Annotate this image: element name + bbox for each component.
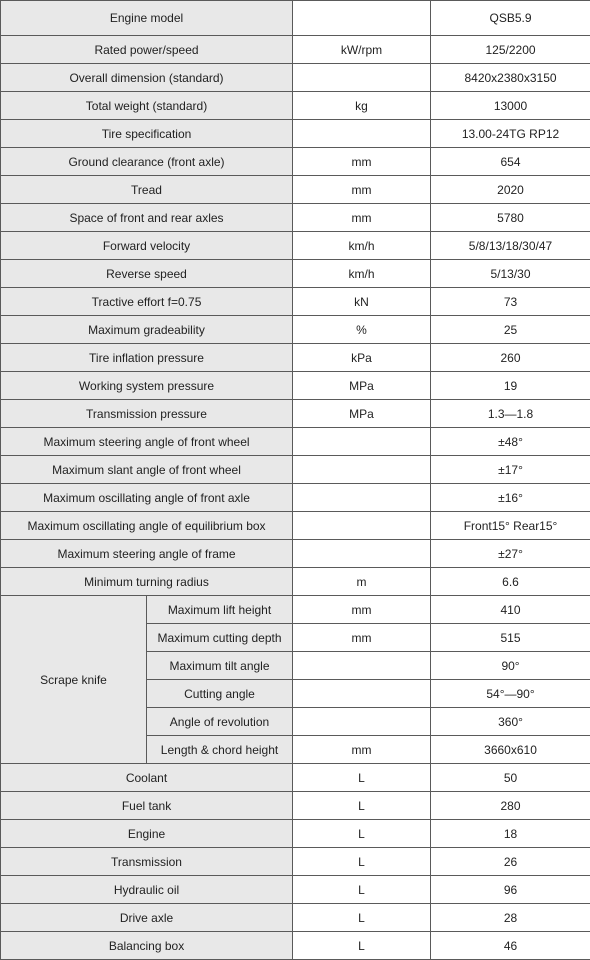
param-value: 515: [431, 624, 590, 652]
param-name: Cutting angle: [147, 680, 293, 708]
param-unit: mm: [293, 596, 431, 624]
param-unit: [293, 708, 431, 736]
table-row: [1, 260, 590, 288]
param-value: 8420x2380x3150: [431, 64, 590, 92]
param-value: 13000: [431, 92, 590, 120]
param-value: 18: [431, 820, 590, 848]
param-value: 90°: [431, 652, 590, 680]
param-unit: km/h: [293, 260, 431, 288]
table-row: [1, 512, 590, 540]
param-value: 125/2200: [431, 36, 590, 64]
param-unit: L: [293, 904, 431, 932]
param-unit: L: [293, 876, 431, 904]
table-row: [1, 176, 590, 204]
param-name: Length & chord height: [147, 736, 293, 764]
table-row: [1, 64, 590, 92]
param-name: Transmission: [1, 848, 293, 876]
table-row: [1, 1, 590, 36]
param-name: Maximum steering angle of front wheel: [1, 428, 293, 456]
param-name: Engine model: [1, 1, 293, 36]
table-row: [1, 344, 590, 372]
table-row: [1, 848, 590, 876]
table-row: [1, 120, 590, 148]
param-name: Maximum oscillating angle of equilibrium box: [1, 512, 293, 540]
scrape-knife-group-label: Scrape knife: [1, 596, 147, 764]
table-row: [1, 204, 590, 232]
param-unit: kg: [293, 92, 431, 120]
param-name: Reverse speed: [1, 260, 293, 288]
param-value: 28: [431, 904, 590, 932]
table-row: [1, 596, 590, 624]
param-value: 46: [431, 932, 590, 960]
param-unit: [293, 680, 431, 708]
table-row: [1, 792, 590, 820]
param-name: Minimum turning radius: [1, 568, 293, 596]
table-row: [1, 232, 590, 260]
table-row: [1, 92, 590, 120]
param-unit: km/h: [293, 232, 431, 260]
table-row: [1, 400, 590, 428]
param-name: Maximum oscillating angle of front axle: [1, 484, 293, 512]
param-unit: mm: [293, 624, 431, 652]
table-row: [1, 764, 590, 792]
param-value: 260: [431, 344, 590, 372]
param-value: 19: [431, 372, 590, 400]
param-unit: kN: [293, 288, 431, 316]
spec-table-body: [1, 1, 590, 960]
param-value: ±17°: [431, 456, 590, 484]
param-value: 360°: [431, 708, 590, 736]
param-value: 50: [431, 764, 590, 792]
param-unit: %: [293, 316, 431, 344]
param-value: 410: [431, 596, 590, 624]
param-name: Angle of revolution: [147, 708, 293, 736]
param-name: Maximum slant angle of front wheel: [1, 456, 293, 484]
table-row: [1, 148, 590, 176]
table-row: [1, 456, 590, 484]
param-name: Tread: [1, 176, 293, 204]
param-name: Tire inflation pressure: [1, 344, 293, 372]
param-value: 5780: [431, 204, 590, 232]
param-value: 2020: [431, 176, 590, 204]
param-unit: m: [293, 568, 431, 596]
table-row: [1, 876, 590, 904]
param-name: Total weight (standard): [1, 92, 293, 120]
param-name: Transmission pressure: [1, 400, 293, 428]
param-name: Tire specification: [1, 120, 293, 148]
param-name: Rated power/speed: [1, 36, 293, 64]
table-row: [1, 932, 590, 960]
param-unit: MPa: [293, 372, 431, 400]
param-unit: [293, 512, 431, 540]
param-value: 54°—90°: [431, 680, 590, 708]
table-row: [1, 540, 590, 568]
param-name: Fuel tank: [1, 792, 293, 820]
param-name: Maximum gradeability: [1, 316, 293, 344]
table-row: [1, 316, 590, 344]
param-name: Maximum steering angle of frame: [1, 540, 293, 568]
param-unit: L: [293, 764, 431, 792]
param-name: Balancing box: [1, 932, 293, 960]
param-unit: [293, 456, 431, 484]
param-name: Space of front and rear axles: [1, 204, 293, 232]
param-name: Working system pressure: [1, 372, 293, 400]
param-value: ±48°: [431, 428, 590, 456]
param-value: 6.6: [431, 568, 590, 596]
param-unit: MPa: [293, 400, 431, 428]
param-name: Tractive effort f=0.75: [1, 288, 293, 316]
table-row: [1, 428, 590, 456]
param-unit: kW/rpm: [293, 36, 431, 64]
param-name: Maximum tilt angle: [147, 652, 293, 680]
param-unit: mm: [293, 736, 431, 764]
param-unit: mm: [293, 176, 431, 204]
param-value: 13.00-24TG RP12: [431, 120, 590, 148]
param-unit: L: [293, 932, 431, 960]
param-name: Coolant: [1, 764, 293, 792]
param-value: 280: [431, 792, 590, 820]
param-name: Drive axle: [1, 904, 293, 932]
param-value: 96: [431, 876, 590, 904]
param-unit: mm: [293, 204, 431, 232]
param-value: 73: [431, 288, 590, 316]
table-row: [1, 568, 590, 596]
param-value: Front15° Rear15°: [431, 512, 590, 540]
param-name: Ground clearance (front axle): [1, 148, 293, 176]
param-unit: [293, 1, 431, 36]
param-value: ±27°: [431, 540, 590, 568]
param-value: QSB5.9: [431, 1, 590, 36]
param-value: 5/13/30: [431, 260, 590, 288]
param-unit: [293, 428, 431, 456]
param-unit: [293, 64, 431, 92]
param-unit: L: [293, 820, 431, 848]
param-name: Maximum lift height: [147, 596, 293, 624]
param-value: 654: [431, 148, 590, 176]
param-name: Overall dimension (standard): [1, 64, 293, 92]
param-value: 26: [431, 848, 590, 876]
param-unit: L: [293, 792, 431, 820]
table-row: [1, 36, 590, 64]
param-unit: L: [293, 848, 431, 876]
table-row: [1, 820, 590, 848]
table-row: [1, 372, 590, 400]
param-value: 25: [431, 316, 590, 344]
param-name: Forward velocity: [1, 232, 293, 260]
param-name: Maximum cutting depth: [147, 624, 293, 652]
param-name: Hydraulic oil: [1, 876, 293, 904]
param-unit: [293, 120, 431, 148]
param-value: 5/8/13/18/30/47: [431, 232, 590, 260]
table-row: [1, 288, 590, 316]
param-name: Engine: [1, 820, 293, 848]
param-value: 1.3—1.8: [431, 400, 590, 428]
param-unit: [293, 652, 431, 680]
table-row: [1, 904, 590, 932]
param-unit: mm: [293, 148, 431, 176]
param-unit: [293, 540, 431, 568]
param-unit: kPa: [293, 344, 431, 372]
table-row: [1, 484, 590, 512]
param-value: ±16°: [431, 484, 590, 512]
param-value: 3660x610: [431, 736, 590, 764]
param-unit: [293, 484, 431, 512]
